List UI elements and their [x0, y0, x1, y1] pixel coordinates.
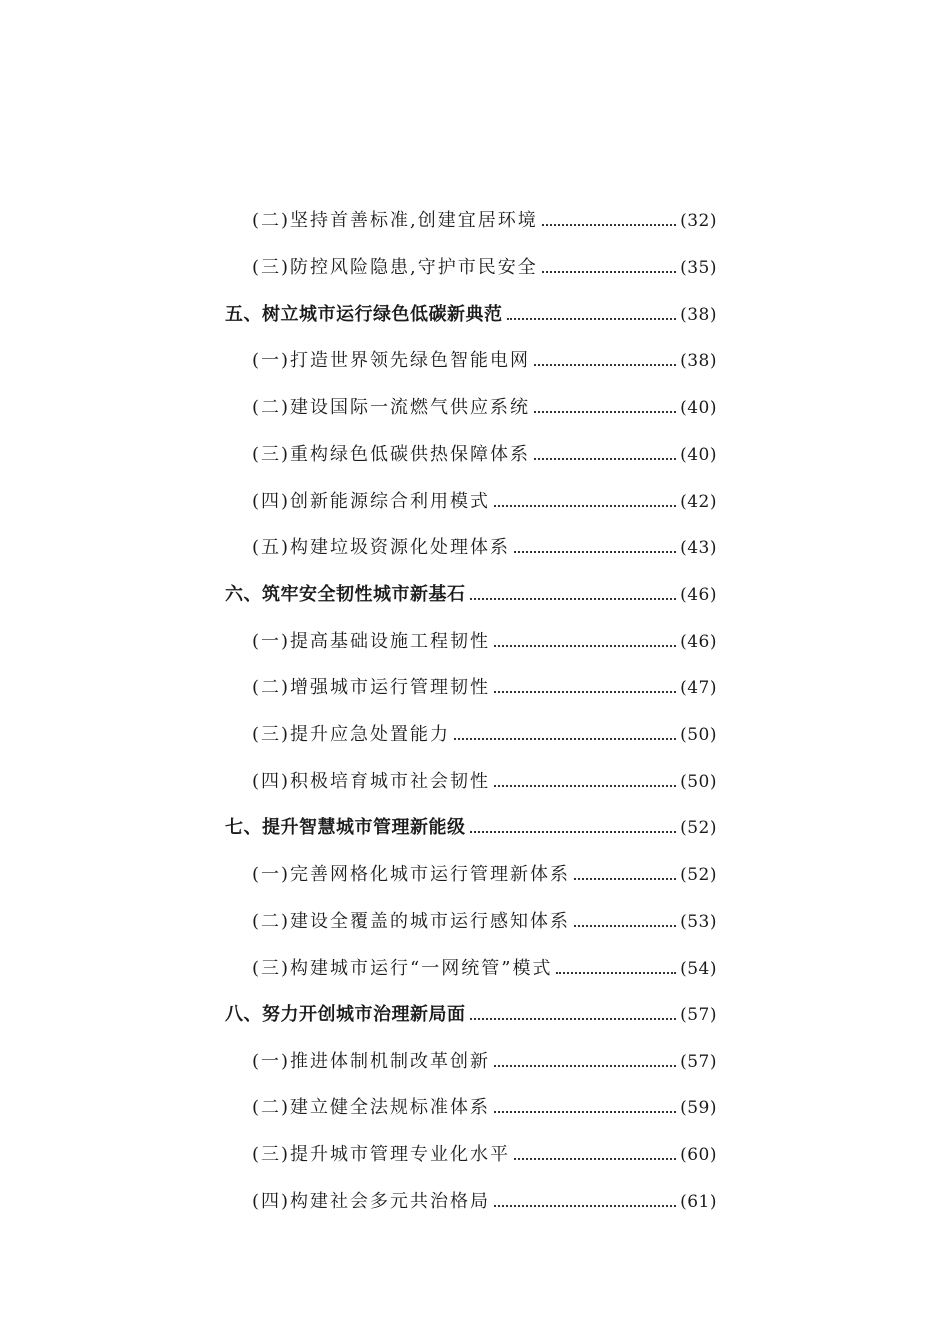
toc-page-number: (60) [680, 1145, 717, 1165]
toc-entry-title: (二)建设国际一流燃气供应系统 [252, 397, 531, 418]
toc-entry-title: (一)完善网格化城市运行管理新体系 [252, 864, 571, 885]
toc-dot-leader [494, 1205, 676, 1207]
toc-entry-title: (四)构建社会多元共治格局 [252, 1191, 491, 1212]
toc-entry[interactable] [252, 715, 717, 755]
toc-dot-leader [542, 271, 676, 273]
toc-dot-leader [574, 878, 676, 880]
toc-page-number: (57) [680, 1052, 717, 1072]
toc-entry-title: (二)建立健全法规标准体系 [252, 1097, 491, 1118]
toc-entry[interactable] [252, 902, 717, 942]
toc-dot-leader [494, 691, 676, 693]
toc-page-number: (40) [680, 445, 717, 465]
toc-entry-title: (二)增强城市运行管理韧性 [252, 677, 491, 698]
toc-dot-leader [470, 1018, 677, 1020]
toc-page-number: (46) [680, 585, 717, 605]
toc-dot-leader [514, 1158, 676, 1160]
toc-entry[interactable] [252, 482, 717, 522]
toc-dot-leader [574, 925, 676, 927]
toc-entry[interactable] [252, 435, 717, 475]
toc-entry-title: (一)提高基础设施工程韧性 [252, 631, 491, 652]
toc-entry-title: (三)重构绿色低碳供热保障体系 [252, 444, 531, 465]
toc-dot-leader [542, 224, 676, 226]
toc-entry[interactable] [252, 341, 717, 381]
toc-page-number: (42) [680, 492, 717, 512]
toc-entry-title: (三)提升应急处置能力 [252, 724, 451, 745]
toc-section-title: 五、树立城市运行绿色低碳新典范 [225, 304, 503, 325]
toc-entry-title: (四)积极培育城市社会韧性 [252, 771, 491, 792]
toc-dot-leader [494, 505, 676, 507]
toc-entry[interactable] [252, 201, 717, 241]
toc-entry-title: (三)防控风险隐患,守护市民安全 [252, 257, 538, 278]
toc-dot-leader [534, 411, 676, 413]
toc-dot-leader [556, 972, 676, 974]
toc-page-number: (46) [680, 632, 717, 652]
toc-entry[interactable] [252, 1042, 717, 1082]
toc-dot-leader [470, 831, 677, 833]
toc-entry-title: (二)坚持首善标准,创建宜居环境 [252, 210, 538, 231]
toc-page-number: (52) [680, 818, 717, 838]
toc-page-number: (57) [680, 1005, 717, 1025]
toc-page-number: (50) [680, 772, 717, 792]
toc-entry[interactable] [252, 1182, 717, 1222]
toc-page-number: (61) [680, 1192, 717, 1212]
toc-page-number: (50) [680, 725, 717, 745]
toc-dot-leader [514, 551, 676, 553]
toc-entry[interactable] [252, 668, 717, 708]
toc-dot-leader [494, 785, 676, 787]
toc-dot-leader [507, 318, 677, 320]
toc-section-entry[interactable] [225, 995, 717, 1035]
toc-dot-leader [494, 645, 676, 647]
toc-section-title: 七、提升智慧城市管理新能级 [225, 817, 466, 838]
toc-entry-title: (四)创新能源综合利用模式 [252, 491, 491, 512]
toc-page-number: (54) [680, 959, 717, 979]
toc-dot-leader [534, 458, 676, 460]
toc-page-number: (32) [680, 211, 717, 231]
toc-entry[interactable] [252, 248, 717, 288]
toc-dot-leader [534, 364, 676, 366]
toc-page-number: (43) [680, 538, 717, 558]
toc-entry[interactable] [252, 388, 717, 428]
toc-dot-leader [470, 598, 677, 600]
toc-entry-title: (一)打造世界领先绿色智能电网 [252, 350, 531, 371]
toc-entry[interactable] [252, 1088, 717, 1128]
toc-entry[interactable] [252, 855, 717, 895]
toc-entry-title: (三)构建城市运行“一网统管”模式 [252, 958, 553, 979]
toc-page-number: (35) [680, 258, 717, 278]
toc-entry[interactable] [252, 622, 717, 662]
toc-entry-title: (二)建设全覆盖的城市运行感知体系 [252, 911, 571, 932]
toc-section-entry[interactable] [225, 808, 717, 848]
toc-dot-leader [494, 1065, 676, 1067]
toc-page-number: (53) [680, 912, 717, 932]
toc-entry[interactable] [252, 949, 717, 989]
toc-entry[interactable] [252, 762, 717, 802]
toc-page-number: (38) [680, 305, 717, 325]
toc-dot-leader [494, 1111, 676, 1113]
toc-page-number: (47) [680, 678, 717, 698]
toc-page-number: (38) [680, 351, 717, 371]
toc-entry-title: (一)推进体制机制改革创新 [252, 1051, 491, 1072]
toc-entry[interactable] [252, 1135, 717, 1175]
toc-dot-leader [454, 738, 676, 740]
toc-page-number: (59) [680, 1098, 717, 1118]
toc-section-entry[interactable] [225, 295, 717, 335]
toc-section-entry[interactable] [225, 575, 717, 615]
toc-page-number: (52) [680, 865, 717, 885]
toc-section-title: 六、筑牢安全韧性城市新基石 [225, 584, 466, 605]
toc-page-number: (40) [680, 398, 717, 418]
toc-entry-title: (三)提升城市管理专业化水平 [252, 1144, 511, 1165]
toc-entry[interactable] [252, 528, 717, 568]
toc-section-title: 八、努力开创城市治理新局面 [225, 1004, 466, 1025]
toc-entry-title: (五)构建垃圾资源化处理体系 [252, 537, 511, 558]
